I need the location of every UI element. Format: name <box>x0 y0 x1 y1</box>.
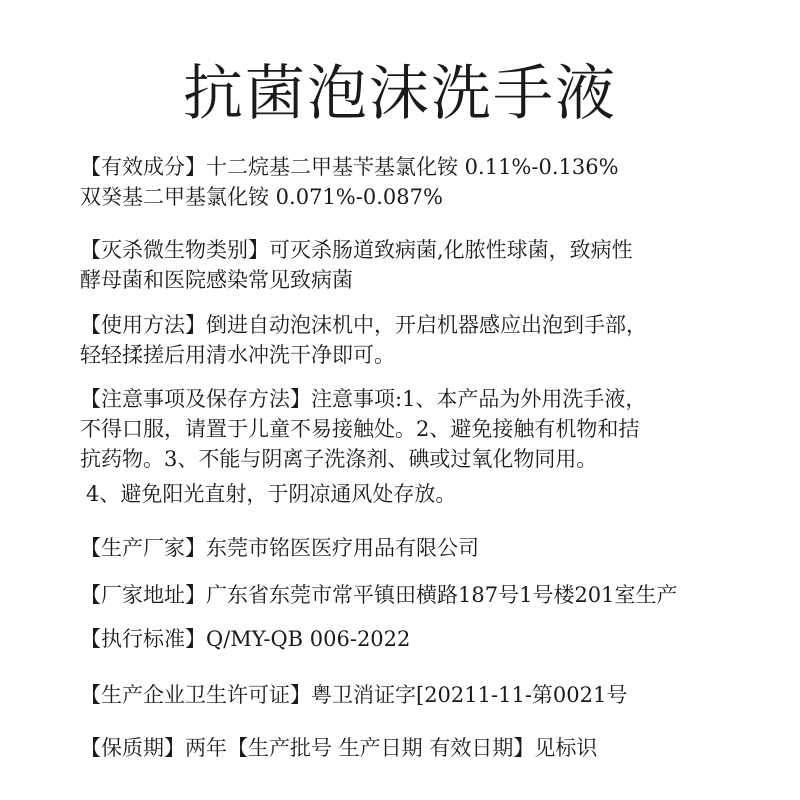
address-line: 【厂家地址】广东省东莞市常平镇田横路187号1号楼201室生产 <box>80 583 678 607</box>
hygiene-license-line: 【生产企业卫生许可证】粤卫消证字[20211-11-第0021号 <box>80 683 628 707</box>
usage-line-2: 轻轻揉搓后用清水冲洗干净即可。 <box>80 343 395 367</box>
shelf-life-line: 【保质期】两年【生产批号 生产日期 有效日期】见标识 <box>80 736 598 760</box>
precautions-line-1: 【注意事项及保存方法】注意事项:1、本产品为外用洗手液， <box>80 387 647 411</box>
active-ingredients-line-1: 【有效成分】十二烷基二甲基苄基氯化铵 0.11%-0.136% <box>80 155 619 179</box>
usage-line-1: 【使用方法】倒进自动泡沫机中，开启机器感应出泡到手部， <box>80 313 647 337</box>
precautions-line-3: 抗药物。3、不能与阴离子洗涤剂、碘或过氧化物同用。 <box>80 447 598 471</box>
microbe-category-line-2: 酵母菌和医院感染常见致病菌 <box>80 268 353 292</box>
manufacturer-line: 【生产厂家】东莞市铭医医疗用品有限公司 <box>80 536 479 560</box>
precautions-line-2: 不得口服，请置于儿童不易接触处。2、避免接触有机物和拮 <box>80 417 640 441</box>
microbe-category-line-1: 【灭杀微生物类别】可灭杀肠道致病菌,化脓性球菌，致病性 <box>80 238 633 262</box>
active-ingredients-line-2: 双癸基二甲基氯化铵 0.071%-0.087% <box>80 185 443 209</box>
product-title: 抗菌泡沫洗手液 <box>183 59 617 129</box>
precautions-line-4: 4、避免阳光直射，于阴凉通风处存放。 <box>86 482 457 506</box>
standard-line: 【执行标准】Q/MY-QB 006-2022 <box>80 627 411 651</box>
